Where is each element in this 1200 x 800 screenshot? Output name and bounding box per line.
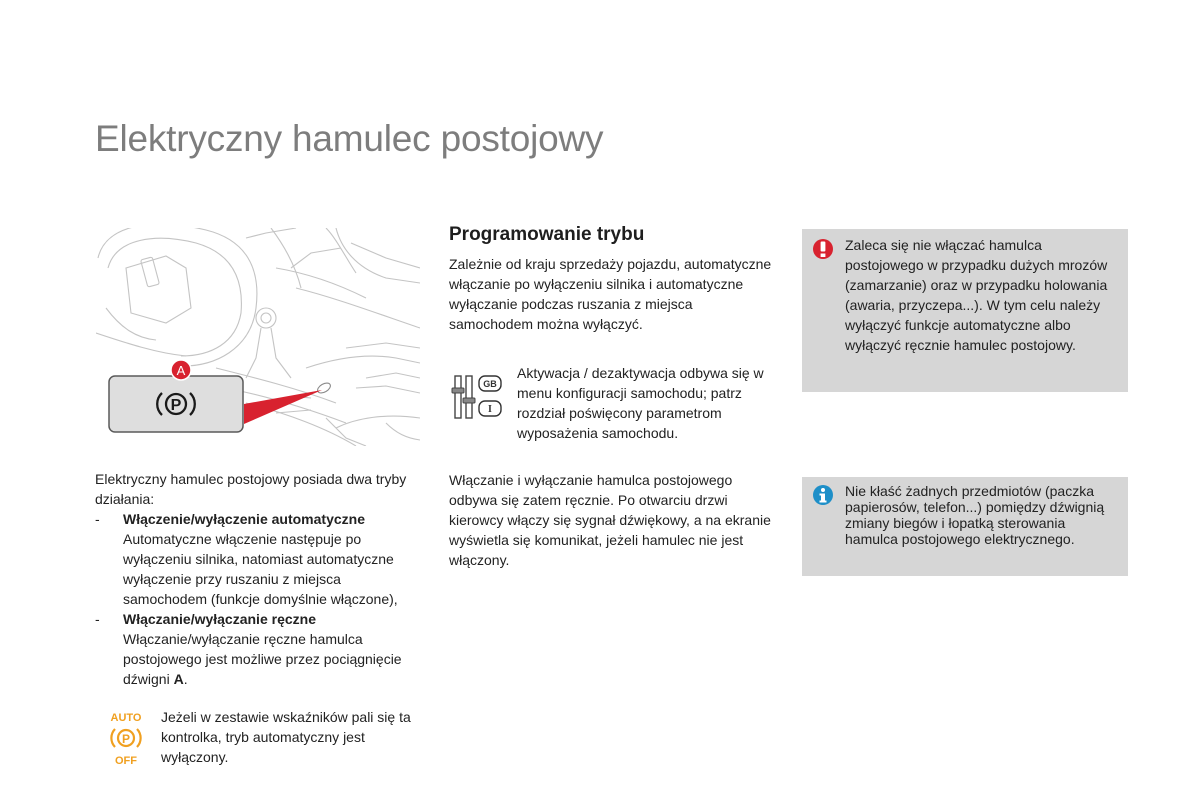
mode-description: Włączanie/wyłączanie ręczne hamulca postojowego jest możliwe przez pociągnięcie dźwigni	[123, 631, 402, 687]
mode-item-manual	[95, 609, 420, 689]
mode-description-end: .	[183, 671, 188, 687]
info-text: Nie kłaść żadnych przedmiotów (paczka papierosów, telefon...) pomiędzy dźwignią zmiany biegów i łopatką sterowania hamulca postojowego elektrycznego.	[845, 483, 1105, 547]
mode-title: Włączenie/wyłączenie automatyczne	[123, 511, 365, 527]
section-heading: Programowanie trybu	[449, 224, 645, 245]
lever-reference: A	[173, 671, 184, 687]
info-icon	[813, 485, 833, 505]
car-interior-line-drawing	[96, 228, 420, 446]
svg-text:A: A	[176, 363, 186, 378]
list-dash: -	[95, 611, 100, 627]
mode-description: Automatyczne włączenie następuje po wyłączeniu silnika, natomiast automatyczne wyłączenie przy ruszaniu z miejsca samochodem (funkcje domyślnie włączone),	[123, 531, 398, 607]
settings-sliders-icon	[450, 374, 505, 420]
mode-title: Włączanie/wyłączanie ręczne	[123, 611, 316, 627]
svg-text:OFF: OFF	[115, 755, 137, 767]
mode-item-automatic	[95, 509, 420, 609]
warning-exclamation-icon	[813, 239, 833, 259]
info-box	[802, 477, 1128, 576]
parking-brake-illustration	[96, 228, 420, 446]
svg-text:AUTO: AUTO	[110, 712, 142, 724]
auto-off-indicator-text: Jeżeli w zestawie wskaźników pali się ta kontrolka, tryb automatyczny jest wyłączony.	[161, 709, 411, 765]
page-title: Elektryczny hamulec postojowy	[95, 118, 604, 159]
marker-a	[171, 360, 191, 380]
manual-operation-text: Włączanie i wyłączanie hamulca postojowego odbywa się zatem ręcznie. Po otwarciu drzwi kierowcy włączy się sygnał dźwiękowy, a na ekranie wyświetla się komunikat, jeżeli hamulec nie jest włączony.	[449, 472, 771, 568]
svg-text:P: P	[170, 397, 182, 414]
warning-text: Zaleca się nie włączać hamulca postojowego w przypadku dużych mrozów (zamarzanie) oraz w przypadku holowania (awaria, przyczepa...). W tym celu należy wyłączyć funkcje automatyczne albo wyłączyć ręcznie hamulec postojowy.	[845, 237, 1108, 353]
list-dash: -	[95, 511, 100, 527]
settings-note-text: Aktywacja / dezaktywacja odbywa się w menu konfiguracji samochodu; patrz rozdział poświęcony parametrom wyposażenia samochodu.	[517, 365, 764, 441]
modes-section	[95, 469, 420, 689]
svg-text:GB: GB	[483, 379, 497, 389]
svg-text:P: P	[121, 732, 131, 746]
auto-p-off-warning-light-icon	[103, 711, 149, 767]
svg-text:I: I	[488, 404, 492, 415]
modes-intro: Elektryczny hamulec postojowy posiada dwa tryby działania:	[95, 471, 407, 507]
programming-intro: Zależnie od kraju sprzedaży pojazdu, automatyczne włączanie po wyłączeniu silnika i automatyczne wyłączanie podczas ruszania z miejsca samochodem można wyłączyć.	[449, 256, 772, 332]
warning-box	[802, 229, 1128, 392]
